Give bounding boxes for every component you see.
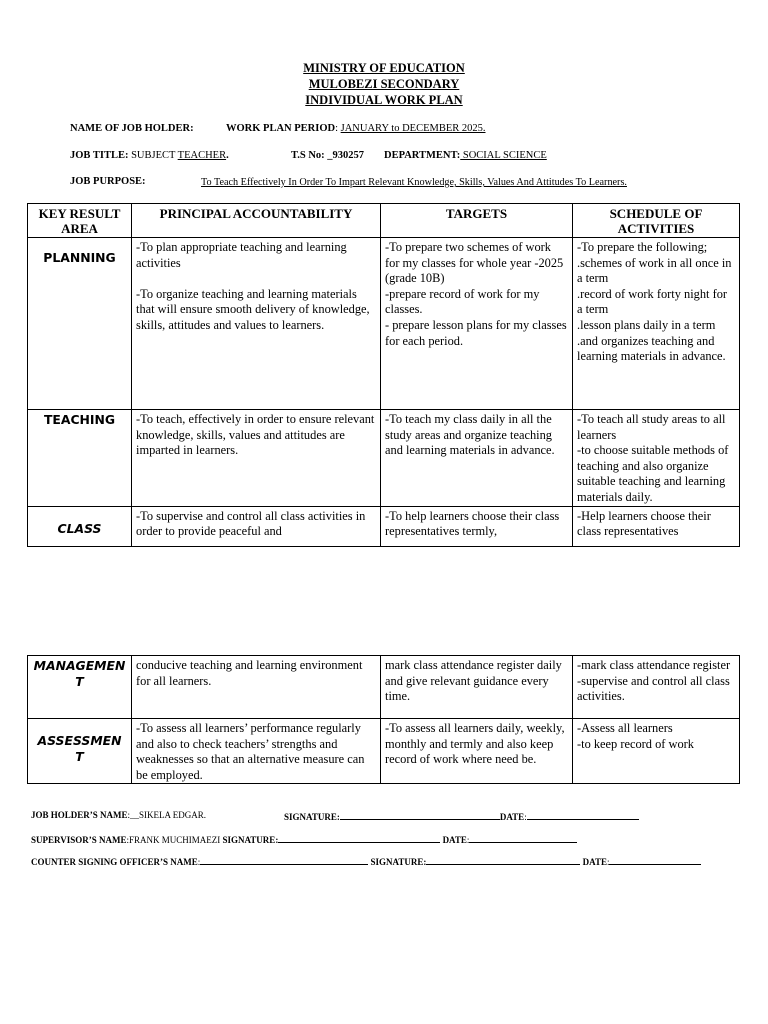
department-value: SOCIAL SCIENCE: [460, 150, 547, 161]
area-management: MANAGEMEN T: [28, 656, 132, 719]
signature-line-3[interactable]: [426, 855, 580, 865]
teaching-schedule: -To teach all study areas to all learners -to choose suitable methods of teaching and also organize suitable teaching and learning materials daily.: [573, 410, 740, 507]
footer-signature-label-2: SIGNATURE:: [222, 835, 279, 845]
class-schedule-bottom: -mark class attendance register -supervise and control all class activities.: [573, 656, 740, 719]
table-row-class-management: [28, 656, 740, 719]
planning-principal-2: -To organize teaching and learning materials that will ensure smooth delivery of knowledge, skills, attitudes and values to learners.: [136, 286, 370, 332]
work-plan-period-row: WORK PLAN PERIOD: JANUARY to DECEMBER 2025.: [226, 123, 486, 134]
table-row-planning: [28, 238, 740, 410]
class-principal-top: -To supervise and control all class activities in order to provide peaceful and: [132, 506, 381, 546]
job-holder-label: NAME OF JOB HOLDER:: [70, 123, 194, 134]
header-key-result-area: KEY RESULT AREA: [28, 204, 132, 238]
footer-date-label-2: DATE: [442, 835, 467, 845]
job-purpose-value-wrap: [201, 177, 627, 188]
work-plan-table-bottom: [27, 655, 740, 784]
teaching-principal: -To teach, effectively in order to ensure relevant knowledge, skills, values and attitudes are imparted in learners.: [132, 410, 381, 507]
planning-principal-1: -To plan appropriate teaching and learning activities: [136, 240, 347, 270]
department-row: [384, 150, 547, 161]
table-header-row: [28, 204, 740, 238]
class-schedule-top: -Help learners choose their class representatives: [573, 506, 740, 546]
job-holder-footer: [31, 810, 206, 820]
date-line-2[interactable]: [469, 833, 577, 843]
class-targets-bottom: mark class attendance register daily and give relevant guidance every time.: [381, 656, 573, 719]
counter-name-line[interactable]: [200, 855, 368, 865]
footer-supervisor-label: SUPERVISOR’S NAME: [31, 835, 127, 845]
date-line-3[interactable]: [609, 855, 701, 865]
area-assessment: ASSESSMEN T: [28, 719, 132, 784]
job-title-row: JOB TITLE: SUBJECT TEACHER.: [70, 150, 229, 161]
supervisor-footer: SUPERVISOR’S NAME:FRANK MUCHIMAEZI SIGNATURE: DATE:: [31, 833, 577, 845]
footer-holder-value: :__SIKELA EDGAR.: [127, 810, 207, 820]
job-title-label: JOB TITLE:: [70, 150, 129, 161]
footer-date-label-1: DATE: [499, 812, 525, 822]
job-purpose-value: To Teach Effectively In Order To Impart Relevant Knowledge, Skills, Values And Attitudes To Learners.: [201, 177, 627, 188]
document-title: INDIVIDUAL WORK PLAN: [305, 93, 463, 107]
work-plan-period-value: JANUARY to DECEMBER 2025.: [340, 123, 486, 134]
assessment-schedule: -Assess all learners -to keep record of work: [573, 719, 740, 784]
table-row-assessment: [28, 719, 740, 784]
table-row-teaching: [28, 410, 740, 507]
ts-number: [291, 150, 364, 161]
job-title-prefix: SUBJECT: [131, 150, 178, 161]
class-targets-top: -To help learners choose their class representatives termly,: [381, 506, 573, 546]
job-purpose-label: JOB PURPOSE:: [70, 176, 146, 187]
area-class: CLASS: [28, 506, 132, 546]
area-teaching: TEACHING: [28, 410, 132, 507]
job-holder-signature: SIGNATURE: DATE:: [284, 810, 639, 822]
footer-counter-label: COUNTER SIGNING OFFICER’S NAME: [31, 857, 198, 867]
planning-principal: [132, 238, 381, 410]
signature-line-2[interactable]: [278, 833, 440, 843]
class-principal-bottom: conducive teaching and learning environment for all learners.: [132, 656, 381, 719]
assessment-targets: -To assess all learners daily, weekly, monthly and termly and also keep record of work where need be.: [381, 719, 573, 784]
area-planning: PLANNING: [28, 238, 132, 410]
footer-holder-label: JOB HOLDER’S NAME: [31, 810, 128, 820]
table-row-class-top: [28, 506, 740, 546]
assessment-principal: -To assess all learners’ performance regularly and also to check teachers’ strengths and weaknesses so that an alternative measure can be employed.: [132, 719, 381, 784]
footer-signature-label-1: SIGNATURE:: [284, 812, 340, 822]
header-targets: TARGETS: [381, 204, 573, 238]
school-heading: MULOBEZI SECONDARY: [308, 77, 460, 91]
header-principal-accountability: PRINCIPAL ACCOUNTABILITY: [132, 204, 381, 238]
work-plan-period-label: WORK PLAN PERIOD: [226, 123, 336, 134]
date-line-1[interactable]: [527, 810, 639, 820]
ts-number-label: T.S No: _930257: [291, 150, 365, 161]
planning-targets: -To prepare two schemes of work for my classes for whole year -2025 (grade 10B) -prepare record of work for my classes. - prepare lesson plans for my classes for each period.: [381, 238, 573, 410]
footer-signature-label-3: SIGNATURE:: [370, 857, 427, 867]
teaching-targets: -To teach my class daily in all the study areas and organize teaching and learning materials in advance.: [381, 410, 573, 507]
signature-line-1[interactable]: [340, 810, 500, 820]
planning-schedule: -To prepare the following; .schemes of work in all once in a term .record of work forty night for a term .lesson plans daily in a term .and organizes teaching and learning materials in advance.: [573, 238, 740, 410]
header-schedule-of-activities: SCHEDULE OF ACTIVITIES: [573, 204, 740, 238]
ministry-heading: MINISTRY OF EDUCATION: [303, 61, 465, 75]
job-title-value: TEACHER: [177, 150, 227, 161]
footer-date-label-3: DATE: [582, 857, 607, 867]
counter-signing-footer: COUNTER SIGNING OFFICER’S NAME: SIGNATURE: DATE:: [31, 855, 701, 867]
job-holder-row: [70, 123, 194, 134]
department-label: DEPARTMENT:: [384, 150, 461, 161]
footer-supervisor-value: :FRANK MUCHIMAEZI: [126, 835, 221, 845]
job-purpose-row: [70, 176, 146, 187]
work-plan-table-top: [27, 203, 740, 547]
